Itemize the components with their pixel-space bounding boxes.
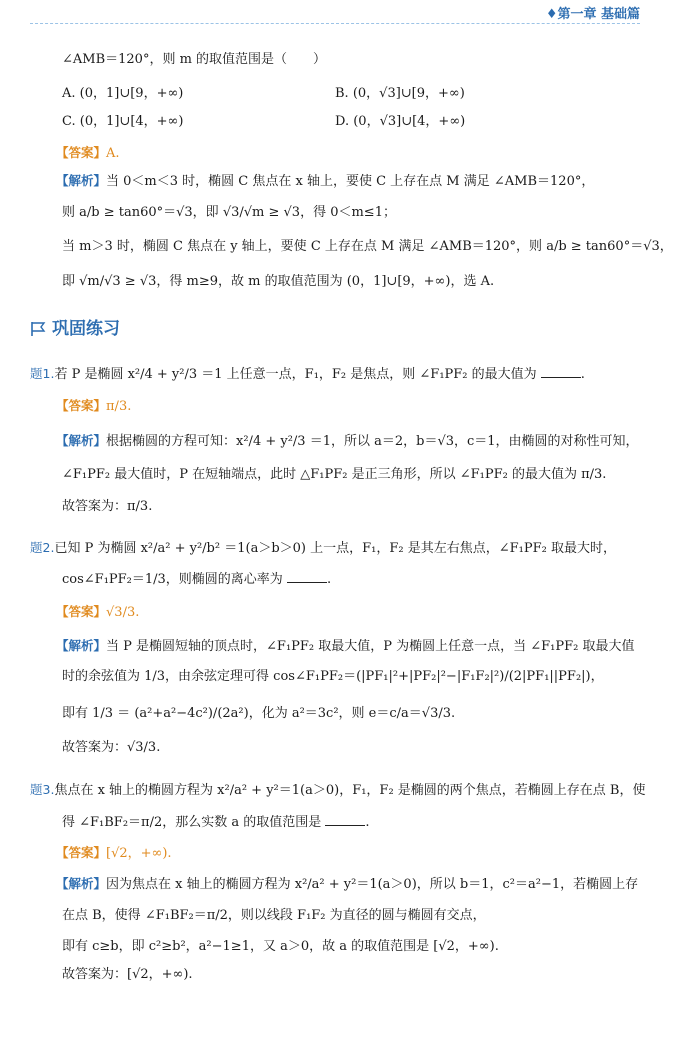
problem-3-question-2: 得 ∠F₁BF₂＝π/2，那么实数 a 的取值范围是 . <box>62 815 370 830</box>
intro-analysis-line-1: 【解析】当 0＜m＜3 时，椭圆 C 焦点在 x 轴上，要使 C 上存在点 M 满足 ∠AMB＝120°， <box>56 173 595 189</box>
problem-3-analysis-2: 在点 B，使得 ∠F₁BF₂＝π/2，则以线段 F₁F₂ 为直径的圆与椭圆有交点， <box>62 908 486 923</box>
answer-blank <box>325 813 365 826</box>
page-header <box>0 0 690 24</box>
problem-3-analysis-4: 故答案为：[√2，+∞). <box>62 967 193 982</box>
problem-2-analysis-3: 即有 1/3 ＝ (a²+a²−4c²)/(2a²)，化为 a²＝3c²，则 e＝c/a＝√3/3. <box>62 706 456 721</box>
problem-3-answer: 【答案】[√2，+∞). <box>56 845 172 861</box>
analysis-tag: 【解析】 <box>56 173 107 188</box>
problem-2-question-1: 题2.已知 P 为椭圆 x²/a² + y²/b² ＝1(a＞b＞0) 上一点，F₁，F₂ 是其左右焦点，∠F₁PF₂ 取最大时， <box>30 540 616 556</box>
option-b: B. (0，√3]∪[9，+∞) <box>335 86 465 101</box>
problem-2-question-2: cos∠F₁PF₂＝1/3，则椭圆的离心率为 . <box>62 572 332 587</box>
option-d: D. (0，√3]∪[4，+∞) <box>335 114 466 129</box>
intro-analysis-line-4: 即 √m/√3 ≥ √3，得 m≥9，故 m 的取值范围为 (0，1]∪[9，+∞)，选 A. <box>62 274 495 289</box>
answer-blank <box>287 570 327 583</box>
intro-answer-line <box>56 143 120 164</box>
problem-number: 题1. <box>30 366 55 381</box>
problem-2-answer: 【答案】√3/3. <box>56 604 140 620</box>
problem-1-answer: 【答案】π/3. <box>56 398 132 414</box>
option-a: A. (0，1]∪[9，+∞) <box>62 86 184 101</box>
answer-value: A. <box>106 146 120 161</box>
problem-2-analysis-4: 故答案为：√3/3. <box>62 740 161 755</box>
intro-analysis-line-2: 则 a/b ≥ tan60°＝√3，即 √3/√m ≥ √3，得 0＜m≤1； <box>62 205 396 220</box>
problem-1-analysis-2: ∠F₁PF₂ 最大值时，P 在短轴端点，此时 △F₁PF₂ 是正三角形，所以 ∠F₁PF₂ 的最大值为 π/3. <box>62 467 607 482</box>
option-c: C. (0，1]∪[4，+∞) <box>62 114 184 129</box>
section-heading <box>30 314 120 339</box>
chapter-title: ♦第一章 基础篇 <box>545 7 640 22</box>
problem-3-analysis-3: 即有 c≥b，即 c²≥b²，a²−1≥1，又 a＞0，故 a 的取值范围是 [√2，+∞). <box>62 939 499 954</box>
problem-3-question-1: 题3.焦点在 x 轴上的椭圆方程为 x²/a² + y²＝1(a＞0)，F₁，F₂ 是椭圆的两个焦点，若椭圆上存在点 B，使 <box>30 782 646 798</box>
header-divider <box>30 23 640 24</box>
problem-1-analysis-1: 【解析】根据椭圆的方程可知：x²/4 + y²/3 ＝1，所以 a＝2，b＝√3，c＝1，由椭圆的对称性可知， <box>56 433 639 449</box>
section-title: 巩固练习 <box>52 319 120 339</box>
flag-icon <box>30 321 48 337</box>
problem-2-analysis-1: 【解析】当 P 是椭圆短轴的顶点时，∠F₁PF₂ 取最大值，P 为椭圆上任意一点，当 ∠F₁PF₂ 取最大值 <box>56 638 635 654</box>
intro-analysis-line-3: 当 m＞3 时，椭圆 C 焦点在 y 轴上，要使 C 上存在点 M 满足 ∠AMB＝120°，则 a/b ≥ tan60°＝√3， <box>62 239 673 254</box>
problem-2-analysis-2: 时的余弦值为 1/3，由余弦定理可得 cos∠F₁PF₂＝(|PF₁|²+|PF₂|²−|F₁F₂|²)/(2|PF₁||PF₂|)， <box>62 669 604 684</box>
problem-3-analysis-1: 【解析】因为焦点在 x 轴上的椭圆方程为 x²/a² + y²＝1(a＞0)，所以 b＝1，c²＝a²−1，若椭圆上存 <box>56 876 639 892</box>
answer-tag: 【答案】 <box>56 145 107 160</box>
question-tail: ∠AMB＝120°，则 m 的取值范围是（ ） <box>62 52 327 67</box>
problem-1-analysis-3: 故答案为：π/3. <box>62 499 153 514</box>
problem-1-question: 题1.若 P 是椭圆 x²/4 + y²/3 ＝1 上任意一点，F₁，F₂ 是焦点，则 ∠F₁PF₂ 的最大值为 . <box>30 366 585 382</box>
answer-blank <box>541 365 581 378</box>
